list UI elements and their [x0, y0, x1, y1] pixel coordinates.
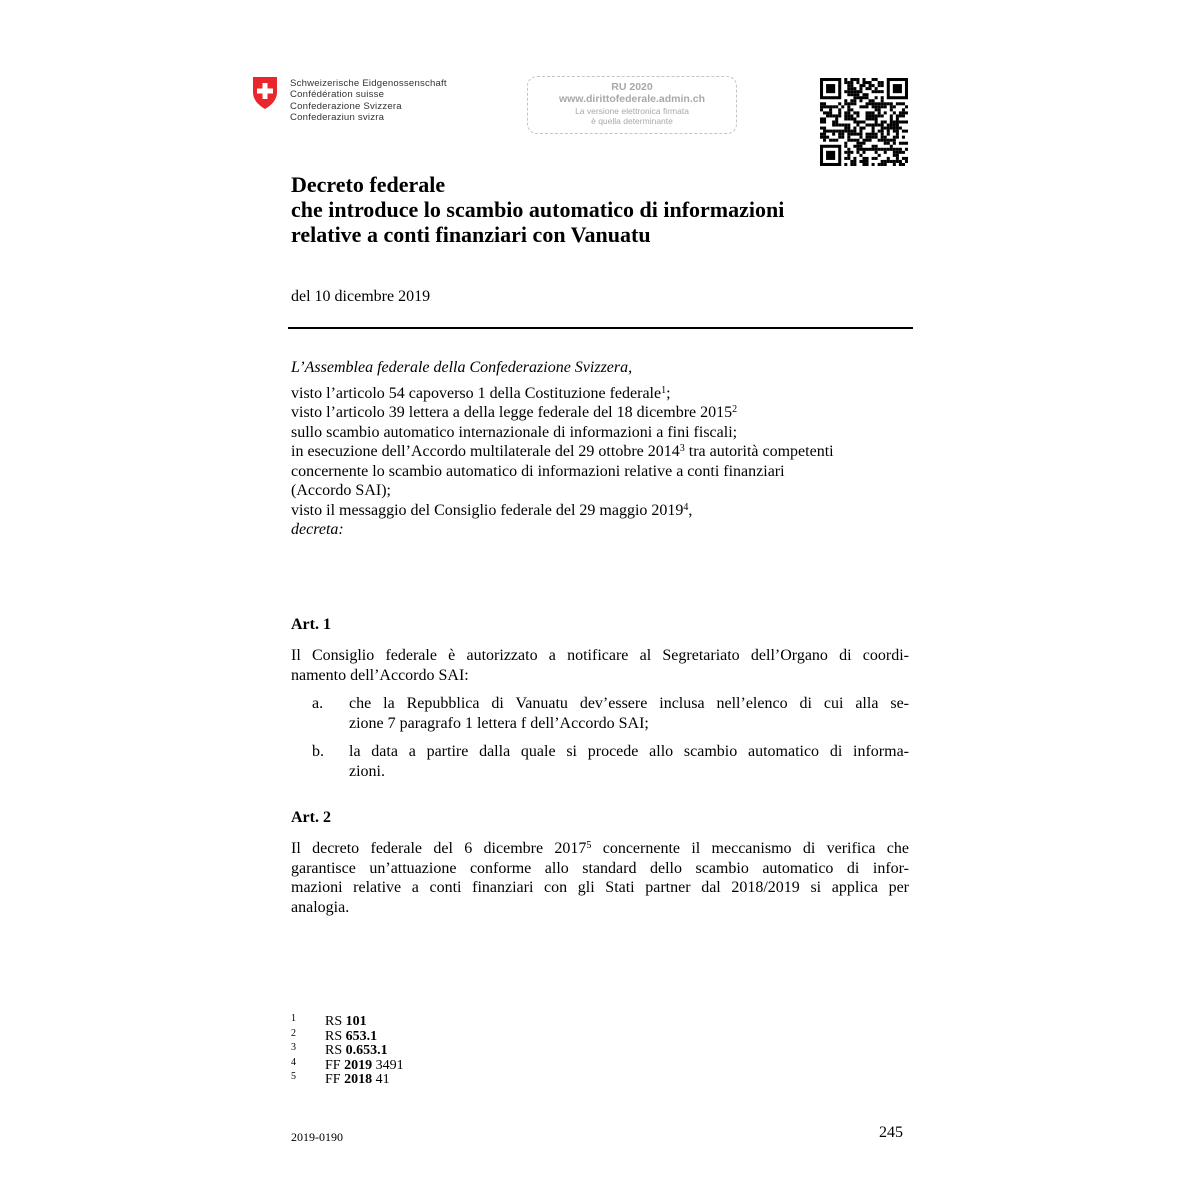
- ru-stamp: [527, 76, 737, 134]
- preamble-line-3: sullo scambio automatico internazionale di informazioni a fini fiscali;: [291, 423, 738, 441]
- art-1-heading: Art. 1: [291, 616, 331, 633]
- preamble-line-4: in esecuzione dell’Accordo multilaterale del 29 ottobre 2014$^3$ tra autorità competenti: [291, 443, 834, 460]
- art-1-paragraph: Il Consiglio federale è autorizzato a notificare al Segretariato dell’Organo di coordi- namento dell’Accordo SAI:: [291, 647, 909, 684]
- footnote-ref-4[interactable]: 4: [683, 501, 689, 513]
- preamble-line-1: visto l’articolo 54 capoverso 1 della Costituzione federale$^1$;: [291, 384, 671, 402]
- preamble-decreta: decreta:: [291, 521, 344, 538]
- confederation-name-rm: Confederaziun svizra: [290, 112, 385, 124]
- document-title: [291, 172, 784, 247]
- qr-code-icon: [820, 78, 908, 166]
- document-id: 2019-0190: [291, 1130, 343, 1144]
- footnote-ref-3[interactable]: 3: [679, 443, 685, 454]
- preamble-line-2: visto l’articolo 39 lettera a della legge federale del 18 dicembre 2015$^2$: [291, 404, 738, 421]
- preamble: [291, 358, 913, 540]
- footnote-ref-1[interactable]: 1: [661, 384, 667, 396]
- confederation-name-fr: Confédération suisse: [290, 89, 385, 101]
- art-2-paragraph: Il decreto federale del 6 dicembre 2017$^5$ concernente il meccanismo di verifica che garantisce un’attuazione conforme allo standard dello scambio automatico di infor- mazioni relative a conti finanziari con gli Stati partner dal 2018/2019 si applica per analogia.: [291, 840, 909, 916]
- stamp-line-3: La versione elettronica firmata: [575, 106, 689, 116]
- preamble-assembly: L’Assemblea federale della Confederazione Svizzera,: [291, 359, 633, 376]
- document-date: del 10 dicembre 2019: [291, 288, 431, 305]
- preamble-line-7: visto il messaggio del Consiglio federale del 29 maggio 2019$^4$,: [291, 501, 693, 519]
- title-line-2: che introduce lo scambio automatico di informazioni: [291, 197, 785, 222]
- title-divider: [288, 327, 913, 329]
- stamp-line-1: RU 2020: [611, 81, 653, 93]
- art-2-heading: Art. 2: [291, 809, 331, 826]
- footnote-ref-5[interactable]: 5: [586, 840, 592, 851]
- swiss-crest-icon: [252, 76, 278, 110]
- preamble-line-5: concernente lo scambio automatico di informazioni relative a conti finanziari: [291, 462, 785, 480]
- list-label: a.: [312, 695, 324, 712]
- footnote-ref-2[interactable]: 2: [732, 404, 738, 415]
- stamp-line-4: è quella determinante: [591, 116, 673, 126]
- confederation-name-de: Schweizerische Eidgenossenschaft: [290, 78, 447, 89]
- stamp-line-2: www.dirittofederale.admin.ch: [558, 93, 706, 105]
- list-label: b.: [312, 743, 324, 760]
- page-number: 245: [879, 1124, 903, 1141]
- confederation-names: [290, 78, 447, 124]
- title-line-3: relative a conti finanziari con Vanuatu: [291, 222, 651, 247]
- confederation-name-it: Confederazione Svizzera: [290, 100, 402, 112]
- preamble-line-6: (Accordo SAI);: [291, 482, 391, 499]
- title-line-1: Decreto federale: [291, 172, 446, 197]
